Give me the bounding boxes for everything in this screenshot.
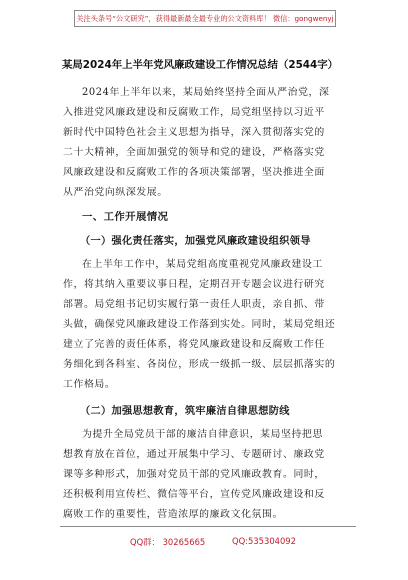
footer-qq-group: QQ群： 30265665: [130, 537, 206, 547]
body-line: 入推进党风廉政建设和反腐败工作，局党组坚持以习近平: [63, 107, 325, 118]
section-heading: 一、工作开展情况: [82, 211, 169, 223]
body-line: 作，将其纳入重要议事日程，定期召开专题会议进行研究: [63, 279, 325, 290]
body-line: 新时代中国特色社会主义思想为指导，深入贯彻落实党的: [63, 127, 325, 138]
header-notice: 关注头条号“公文研究”，获得最新最全最专业的公文资料库！ 微信：gongwenyj: [76, 14, 334, 23]
body-line: 务细化到各科室、各岗位，形成一级抓一级、层层抓落实的: [63, 359, 336, 370]
body-line: 腐败工作的重要性，营造浓厚的廉政文化氛围。: [63, 509, 283, 520]
body-line: 2024年上半年以来，某局始终坚持全面从严治党，深: [82, 87, 330, 98]
body-line: 还积极利用宣传栏、微信等平台，宣传党风廉政建设和反: [63, 489, 325, 500]
footer-divider: [60, 526, 356, 527]
subsection-heading: （一）强化责任落实，加强党风廉政建设组织领导: [80, 236, 311, 247]
body-line: 在上半年工作中，某局党组高度重视党风廉政建设工: [82, 259, 323, 270]
body-line: 工作格局。: [63, 379, 116, 390]
body-line: 部署。局党组书记切实履行第一责任人职责，亲自抓、带: [63, 299, 325, 310]
body-line: 风廉政建设和反腐败工作的各项决策部署，坚决推进全面: [63, 167, 325, 178]
body-line: 二十大精神，全面加强党的领导和党的建设，严格落实党: [63, 147, 325, 158]
body-line: 头做，确保党风廉政建设工作落到实处。同时，某局党组还: [63, 319, 336, 330]
body-line: 建立了完善的责任体系，将党风廉政建设和反腐败工作任: [63, 339, 325, 350]
document-title: 某局2024年上半年党风廉政建设工作情况总结（2544字）: [62, 59, 339, 71]
body-line: 想教育放在首位，通过开展集中学习、专题研讨、廉政党: [63, 449, 325, 460]
footer-qq-number: QQ:535304092: [232, 536, 296, 546]
subsection-heading: （二）加强思想教育，筑牢廉洁自律思想防线: [80, 406, 290, 417]
body-line: 为提升全局党员干部的廉洁自律意识，某局坚持把思: [82, 429, 323, 440]
body-line: 从严治党向纵深发展。: [63, 187, 168, 198]
body-line: 课等多种形式，加强对党员干部的党风廉政教育。同时，: [63, 469, 325, 480]
header-notice-box: [74, 10, 336, 27]
